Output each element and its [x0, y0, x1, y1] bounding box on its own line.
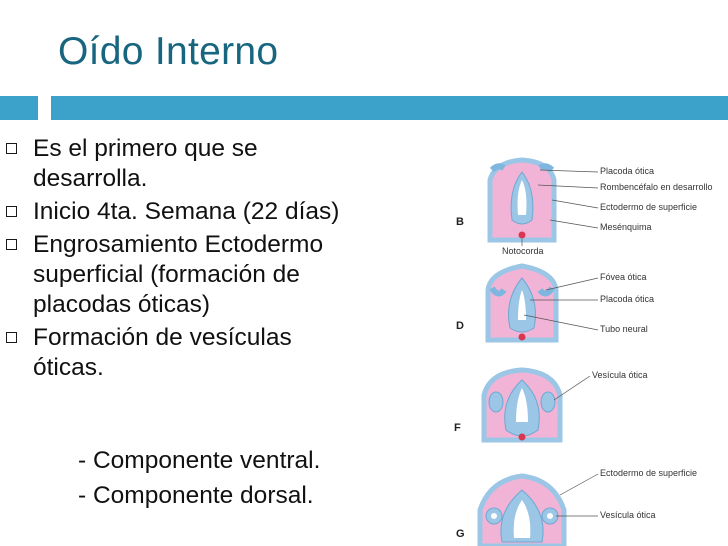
embryology-figure [440, 150, 728, 546]
bullet-list [0, 134, 440, 386]
label-ectodermo-superficie: Ectodermo de superficie [600, 202, 698, 212]
panel-letter-f: F [454, 422, 461, 434]
label-rombencefalo: Rombencéfalo en desarrollo [600, 182, 713, 192]
label-vesicula-otica-g: Vesícula ótica [600, 510, 656, 520]
section-g-drawing [480, 476, 564, 546]
bullet-text: Engrosamiento Ectodermo superficial (formación de placodas óticas) [33, 231, 324, 318]
label-fovea-otica: Fóvea ótica [600, 272, 647, 282]
slide-title: Oído Interno [58, 30, 279, 73]
title-rule-block [0, 96, 38, 120]
panel-letter-d: D [456, 320, 464, 332]
bullet-text: Inicio 4ta. Semana (22 días) [33, 198, 340, 225]
label-notocorda: Notocorda [502, 246, 544, 256]
section-b-drawing [490, 160, 554, 240]
bullet-text: Formación de vesículas óticas. [33, 324, 292, 381]
label-placoda-otica-d: Placoda ótica [600, 294, 655, 304]
sub-item-ventral: - Componente ventral. [78, 447, 321, 474]
bullet-text: Es el primero que se desarrolla. [33, 135, 258, 192]
label-ectodermo-superficie-g: Ectodermo de superficie [600, 468, 698, 478]
section-d-drawing [488, 266, 556, 341]
label-vesicula-otica-f: Vesícula ótica [592, 370, 648, 380]
square-bullet-icon [6, 143, 17, 154]
square-bullet-icon [6, 239, 17, 250]
bullet-item [0, 323, 333, 383]
panel-letter-g: G [456, 528, 465, 540]
label-mesenquima: Mesénquima [600, 222, 652, 232]
square-bullet-icon [6, 206, 17, 217]
bullet-item [0, 230, 363, 320]
label-placoda-otica: Placoda ótica [600, 166, 655, 176]
panel-letter-b: B [456, 216, 464, 228]
square-bullet-icon [6, 332, 17, 343]
section-f-drawing [484, 370, 560, 441]
label-tubo-neural: Tubo neural [600, 324, 648, 334]
bullet-item [0, 134, 303, 194]
title-rule-bar [51, 96, 728, 120]
sub-item-dorsal: - Componente dorsal. [78, 482, 314, 509]
bullet-item [0, 197, 440, 227]
